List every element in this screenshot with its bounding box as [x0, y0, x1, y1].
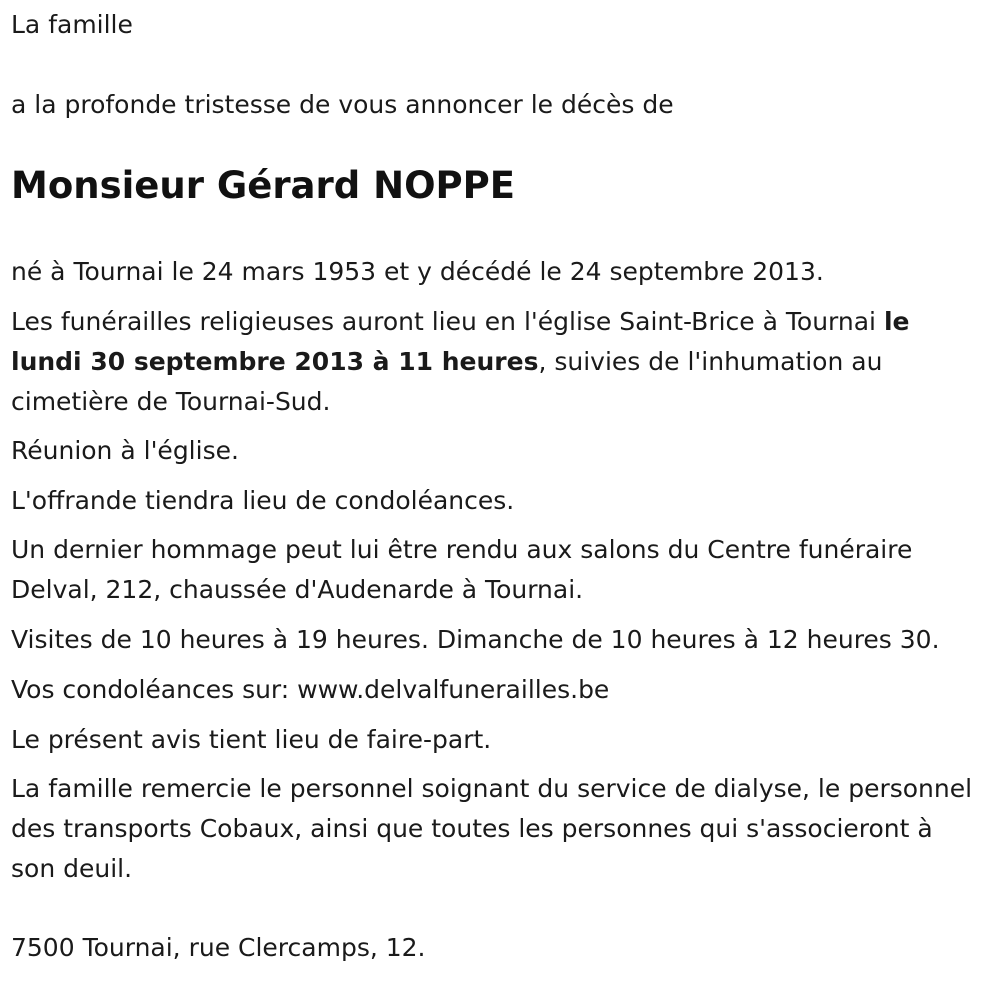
funeral-paragraph: [11, 302, 981, 422]
visits-text: Visites de 10 heures à 19 heures. Dimanche de 10 heures à 12 heures 30.: [11, 625, 940, 654]
deceased-name: Monsieur Gérard NOPPE: [11, 164, 516, 207]
funeral-text-after: , suivies de l'inhumation au cimetière de Tournai-Sud.: [11, 347, 883, 416]
tribute-text: Un dernier hommage peut lui être rendu aux salons du Centre funéraire Delval, 212, chaussée d'Audenarde à Tournai.: [11, 535, 913, 604]
notice-text: Le présent avis tient lieu de faire-part.: [11, 725, 492, 754]
thanks-text: La famille remercie le personnel soignant du service de dialyse, le personnel des transports Cobaux, ainsi que toutes les personnes qui s'associeront à son deuil.: [11, 774, 973, 883]
family-address: 7500 Tournai, rue Clercamps, 12.: [11, 933, 426, 962]
birth-death-text: né à Tournai le 24 mars 1953 et y décédé le 24 septembre 2013.: [11, 257, 824, 286]
condolences-website-link[interactable]: www.delvalfunerailles.be: [297, 675, 610, 704]
funeral-date: le lundi 30 septembre 2013 à 11 heures: [11, 307, 910, 376]
meeting-text: Réunion à l'église.: [11, 436, 239, 465]
offering-text: L'offrande tiendra lieu de condoléances.: [11, 486, 515, 515]
family-intro: La famille: [11, 10, 133, 39]
funeral-text-before: Les funérailles religieuses auront lieu en l'église Saint-Brice à Tournai: [11, 307, 884, 336]
announcement-text: a la profonde tristesse de vous annoncer le décès de: [11, 90, 674, 119]
condolences-paragraph: [11, 670, 981, 710]
condolences-label: Vos condoléances sur:: [11, 675, 298, 704]
